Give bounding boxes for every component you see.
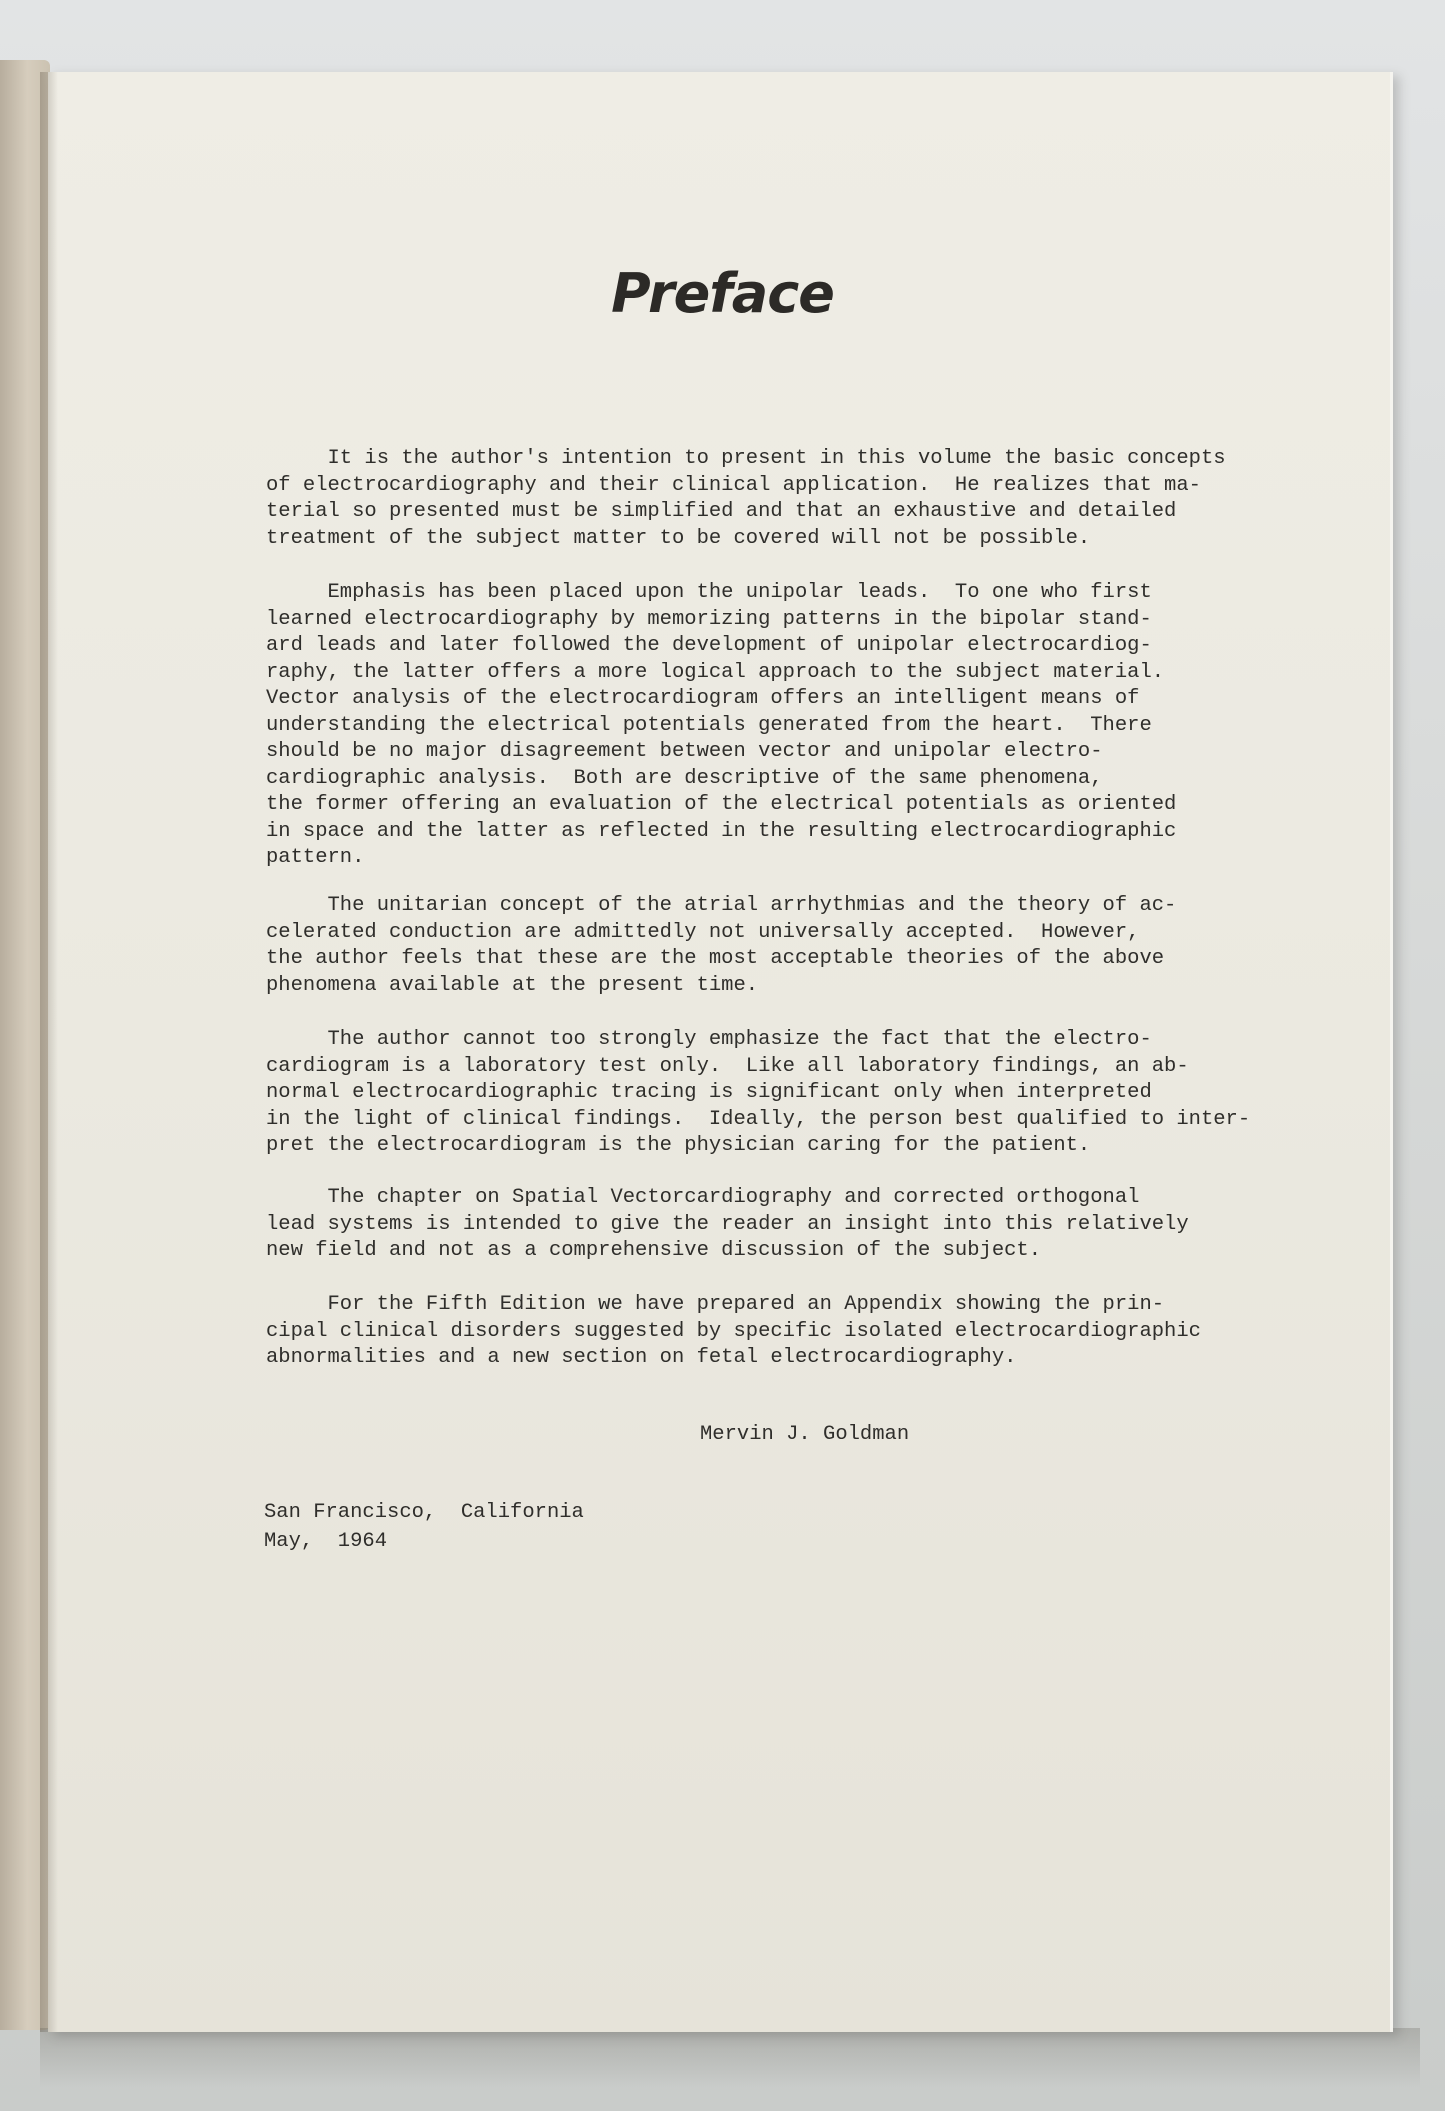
paragraph-atrial-arrhythmias: The unitarian concept of the atrial arrhythmias and the theory of ac- celerated conduction are admittedly not universally accepted. However, the author feels that these are the most acceptable theories of the above phenomena available at the present time. — [266, 894, 1177, 997]
paragraph-laboratory-test: The author cannot too strongly emphasize the fact that the electro- cardiogram is a laboratory test only. Like all laboratory findings, an ab- normal electrocardiographic tracing is significant only when interpreted in the light of clinical findings. Ideally, the person best qualified to pret the electrocardiogram is the physician caring for the patient. — [266, 1028, 1189, 1157]
paragraph-fifth-edition: For the Fifth Edition we have prepared an Appendix showing the prin- cipal clinical disorders suggested by specific isolated electrocardiographic abnormalities and a new section on fetal electrocardiography. — [266, 1293, 1201, 1369]
place-and-date — [264, 1498, 584, 1556]
paragraph-unipolar-leads: Emphasis has been placed upon the unipolar leads. To one who first learned electrocardiography by memorizing patterns in the bipolar stand- ard leads and later followed the development of unipolar electrocardiog- raphy, the latter offers a more logical approach to the subject material. Vector analysis of the electrocardiogram offers an intelligent means of understanding the electrical potentials generated from the heart. There should be no major disagreement between vector and unipolar electro- cardiographic analysis. Both are descriptive of the same phenomena, the former offering an evaluation of the electrical potentials as oriented in space and the latter as reflected in the resulting electrocardiographic pattern. — [266, 581, 1177, 869]
binding-shadow — [40, 72, 58, 2032]
book-shadow — [40, 2028, 1420, 2088]
place-date: May, 1964 — [264, 1530, 388, 1553]
paragraph-intention: It is the author's intention to present in this volume the basic of electrocardiography and their clinical application. He realizes that terial so presented must be simplified and that an exhaustive and detailed treatment of the subject matter to be covered will not be possible. — [266, 447, 1177, 550]
author-signature: Mervin J. Goldman — [700, 1423, 910, 1446]
page-title: Preface — [611, 262, 834, 325]
paragraph-vectorcardiography: The chapter on Spatial Vectorcardiography and corrected orthogonal lead systems is intended to give the reader an insight into this relatively new field and not as a comprehensive discussion of the subject. — [266, 1186, 1189, 1262]
place-city: San Francisco, California — [264, 1501, 584, 1524]
